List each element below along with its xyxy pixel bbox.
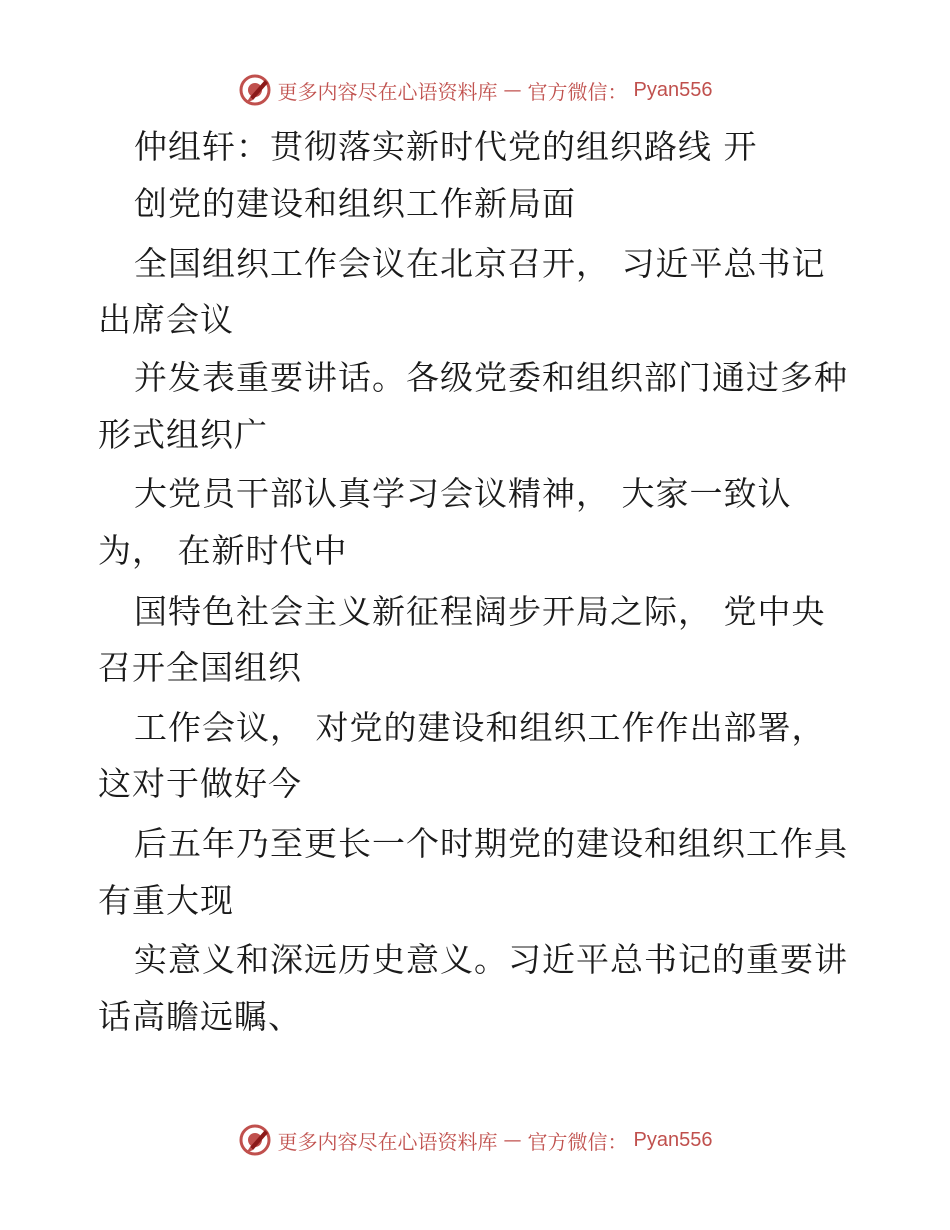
banner-main-text: 更多内容尽在心语资料库 [277,79,498,104]
document-line: 出席会议 [98,300,234,339]
document-line: 并发表重要讲话。各级党委和组织部门通过多种 [134,358,848,397]
document-line: 为， 在新时代中 [98,531,348,570]
document-line: 仲组轩：贯彻落实新时代党的组织路线 开 [134,127,758,166]
pen-logo-icon [238,1123,272,1157]
document-line: 后五年乃至更长一个时期党的建设和组织工作具 [134,824,848,863]
banner-main-text: 更多内容尽在心语资料库 [277,1129,498,1154]
document-line: 形式组织广 [98,415,268,454]
banner-dash: — [503,79,522,101]
footer-watermark-banner [0,1120,950,1160]
document-line: 大党员干部认真学习会议精神， 大家一致认 [134,474,792,513]
document-line: 工作会议， 对党的建设和组织工作作出部署， [134,708,826,747]
document-line: 创党的建设和组织工作新局面 [134,184,576,223]
document-line: 全国组织工作会议在北京召开， 习近平总书记 [134,244,826,283]
document-line: 有重大现 [98,881,234,920]
banner-wechat-id: Pyan556 [633,78,713,101]
banner-official-label: 官方微信： [527,79,628,104]
banner-dash: — [503,1129,522,1151]
document-line: 实意义和深远历史意义。习近平总书记的重要讲 [134,940,848,979]
pen-logo-icon [238,73,272,107]
header-watermark-banner [0,70,950,110]
document-line: 话高瞻远瞩、 [98,997,302,1036]
banner-wechat-id: Pyan556 [633,1128,713,1151]
document-line: 召开全国组织 [98,648,302,687]
document-line: 这对于做好今 [98,764,302,803]
banner-official-label: 官方微信： [527,1129,628,1154]
document-line: 国特色社会主义新征程阔步开局之际， 党中央 [134,592,826,631]
